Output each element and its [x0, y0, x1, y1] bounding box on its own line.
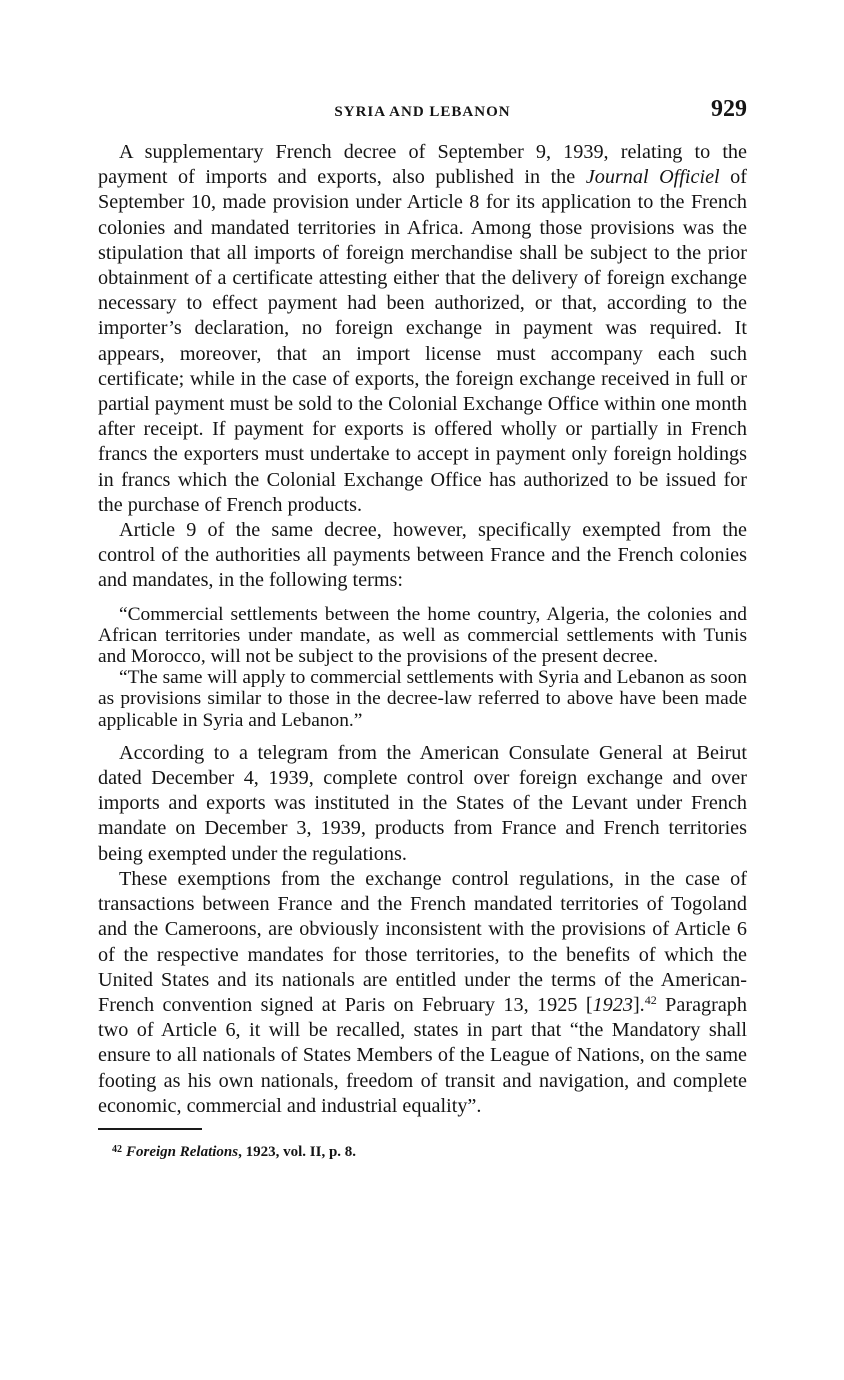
paragraph-text: ]. [632, 993, 645, 1016]
journal-title: Journal Officiel [585, 166, 720, 189]
footnote-source: Foreign Relations [126, 1143, 239, 1160]
paragraph-article-9: Article 9 of the same decree, however, specifically exempted from the control of the authorities all payments between France and the French colonies and mandates, in the following terms: [98, 519, 747, 592]
paragraph-text: of September 10, made provision under Article 8 for its application to the French colonies and mandated territories in Africa. Among those provisions was the stipulation that all imports of foreign merchandise shall be subject to the prior obtainment of a certificate attesting either that the delivery of foreign exchange necessary to effect payment had been authorized, or that, according to the importer’s declaration, no foreign exchange in payment was required. It appears, moreover, that an import license must accompany each such certificate; while in the case of exports, the foreign exchange received in full or partial payment must be sold to the Colonial Exchange Office within one month after receipt. If payment for exports is offered wholly or partially in French francs the exporters must undertake to accept in payment only foreign holdings in francs which the Colonial Exchange Office has authorized to be issued for the purchase of French products. [98, 166, 747, 516]
block-quote [98, 604, 747, 731]
footnote-divider [98, 1128, 202, 1130]
paragraph-supplementary-decree [98, 140, 747, 518]
footnote-text: , 1923, vol. [238, 1143, 310, 1160]
page-number: 929 [711, 96, 747, 122]
footnote-text: , p. 8. [321, 1143, 357, 1160]
running-head [98, 92, 747, 126]
paragraph-exemptions [98, 867, 747, 1119]
footnote-marker: 42 [112, 1143, 122, 1155]
footnote-volume: II [309, 1143, 322, 1160]
quote-paragraph: “Commercial settlements between the home country, Algeria, the colonies and African territories under mandate, as well as commercial settlements with Tunis and Morocco, will not be subject to the provisions of the present decree. [98, 603, 747, 668]
document-page [98, 92, 747, 1161]
paragraph-text: A supplementary French decree of September 9, 1939, relating to the payment of imports and exports, also published in the [98, 141, 747, 189]
footnote [98, 1144, 747, 1161]
running-title: SYRIA AND LEBANON [334, 104, 511, 120]
quote-paragraph: “The same will apply to commercial settlements with Syria and Lebanon as soon as provisions similar to those in the decree-law referred to above have been made applicable in Syria and Lebanon.” [98, 667, 747, 731]
footnote-reference: 42 [644, 992, 657, 1007]
paragraph-telegram: According to a telegram from the American Consulate General at Beirut dated December 4, 1939, complete control over foreign exchange and over imports and exports was instituted in the States of the Levant under French mandate on December 3, 1939, products from France and French territories being exempted under the regulations. [98, 741, 747, 865]
italic-year: 1923 [592, 993, 633, 1016]
paragraph-text: Paragraph two of Article 6, it will be recalled, states in part that “the Mandatory shall ensure to all nationals of States Members of the League of Nations, on the same footing as his own nationals, freedom of transit and navigation, and complete economic, commercial and industrial equality”. [98, 993, 747, 1117]
paragraph-text: These exemptions from the exchange control regulations, in the case of transactions between France and the French mandated territories of Togoland and the Cameroons, are obviously inconsistent with the provisions of Article 6 of the respective mandates for those territories, to the benefits of which the United States and its nationals are entitled under the terms of the American-French convention signed at Paris on February 13, 1925 [ [98, 867, 747, 1016]
